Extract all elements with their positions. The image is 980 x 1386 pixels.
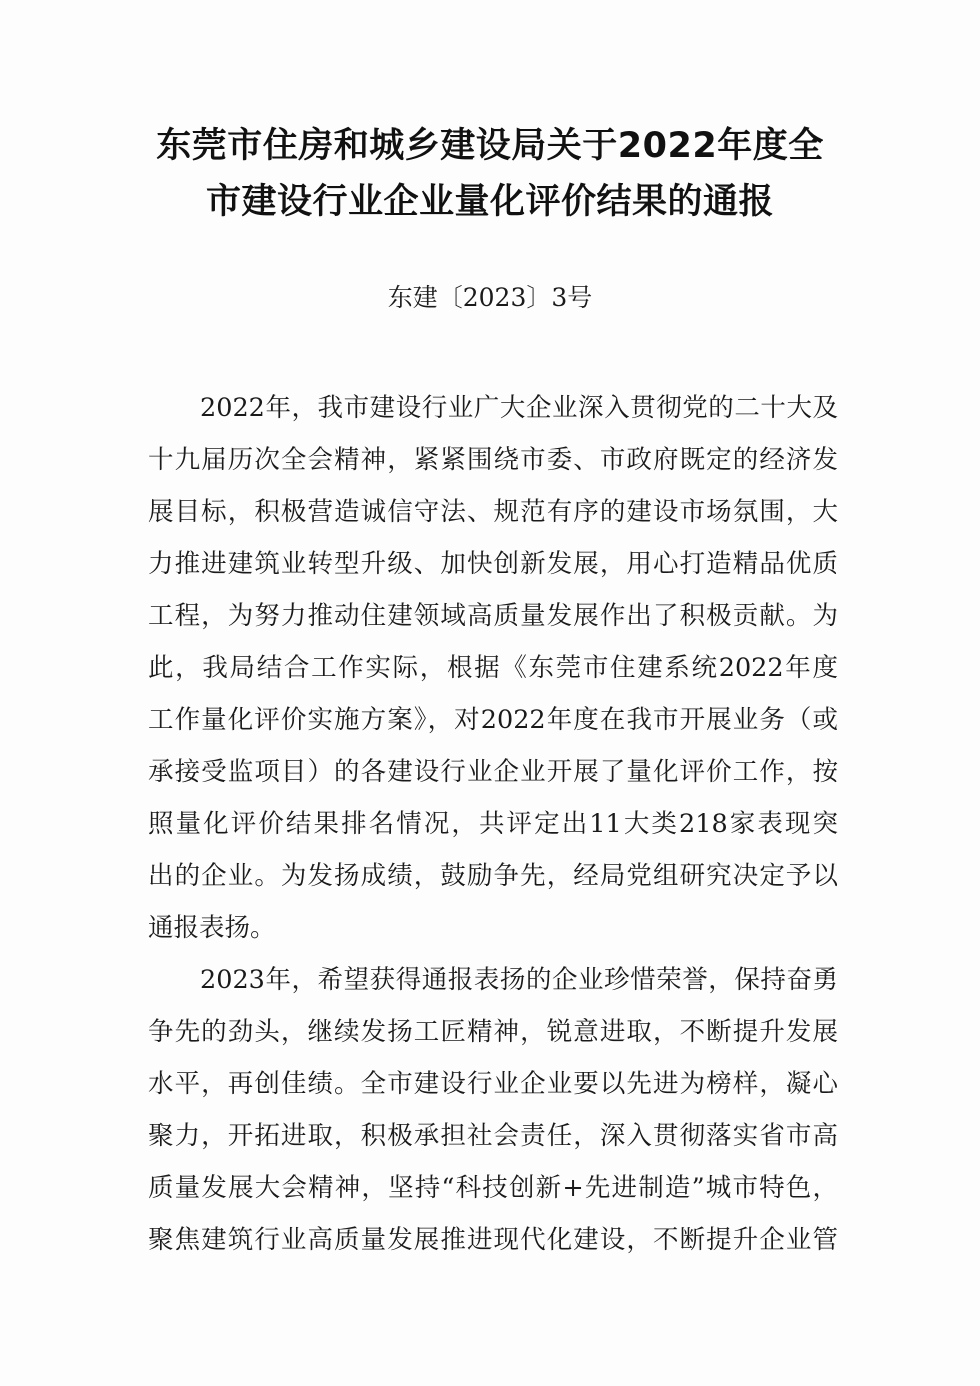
text-line: 此，我局结合工作实际，根据《东莞市住建系统2022年度 (148, 653, 838, 683)
text-line: 十九届历次全会精神，紧紧围绕市委、市政府既定的经济发 (148, 445, 838, 475)
document-title (120, 118, 860, 230)
text-line: 承接受监项目）的各建设行业企业开展了量化评价工作，按 (148, 757, 838, 787)
text-line: 质量发展大会精神，坚持“科技创新+先进制造”城市特色， (148, 1173, 838, 1203)
paragraph (148, 382, 838, 954)
title-line: 东莞市住房和城乡建设局关于2022年度全 (156, 126, 824, 166)
text-line: 照量化评价结果排名情况，共评定出11大类218家表现突 (148, 809, 838, 839)
text-line: 展目标，积极营造诚信守法、规范有序的建设市场氛围，大 (148, 497, 838, 527)
document-body (148, 382, 838, 1266)
text-line: 工作量化评价实施方案》，对2022年度在我市开展业务（或 (148, 705, 838, 735)
text-line: 工程，为努力推动住建领域高质量发展作出了积极贡献。为 (148, 601, 838, 631)
text-line: 2023年，希望获得通报表扬的企业珍惜荣誉，保持奋勇 (200, 965, 838, 995)
text-line: 出的企业。为发扬成绩，鼓励争先，经局党组研究决定予以 (148, 861, 838, 891)
text-line: 水平，再创佳绩。全市建设行业企业要以先进为榜样，凝心 (148, 1069, 838, 1099)
text-line: 通报表扬。 (148, 913, 276, 943)
paragraph (148, 954, 838, 1266)
title-line: 市建设行业企业量化评价结果的通报 (205, 182, 774, 222)
text-line: 力推进建筑业转型升级、加快创新发展，用心打造精品优质 (148, 549, 838, 579)
text-line: 2022年，我市建设行业广大企业深入贯彻党的二十大及 (200, 393, 838, 423)
text-line: 聚焦建筑行业高质量发展推进现代化建设，不断提升企业管 (148, 1225, 838, 1255)
text-line: 聚力，开拓进取，积极承担社会责任，深入贯彻落实省市高 (148, 1121, 838, 1151)
text-line: 争先的劲头，继续发扬工匠精神，锐意进取，不断提升发展 (148, 1017, 838, 1047)
document-number: 东建〔2023〕3号 (387, 283, 593, 312)
